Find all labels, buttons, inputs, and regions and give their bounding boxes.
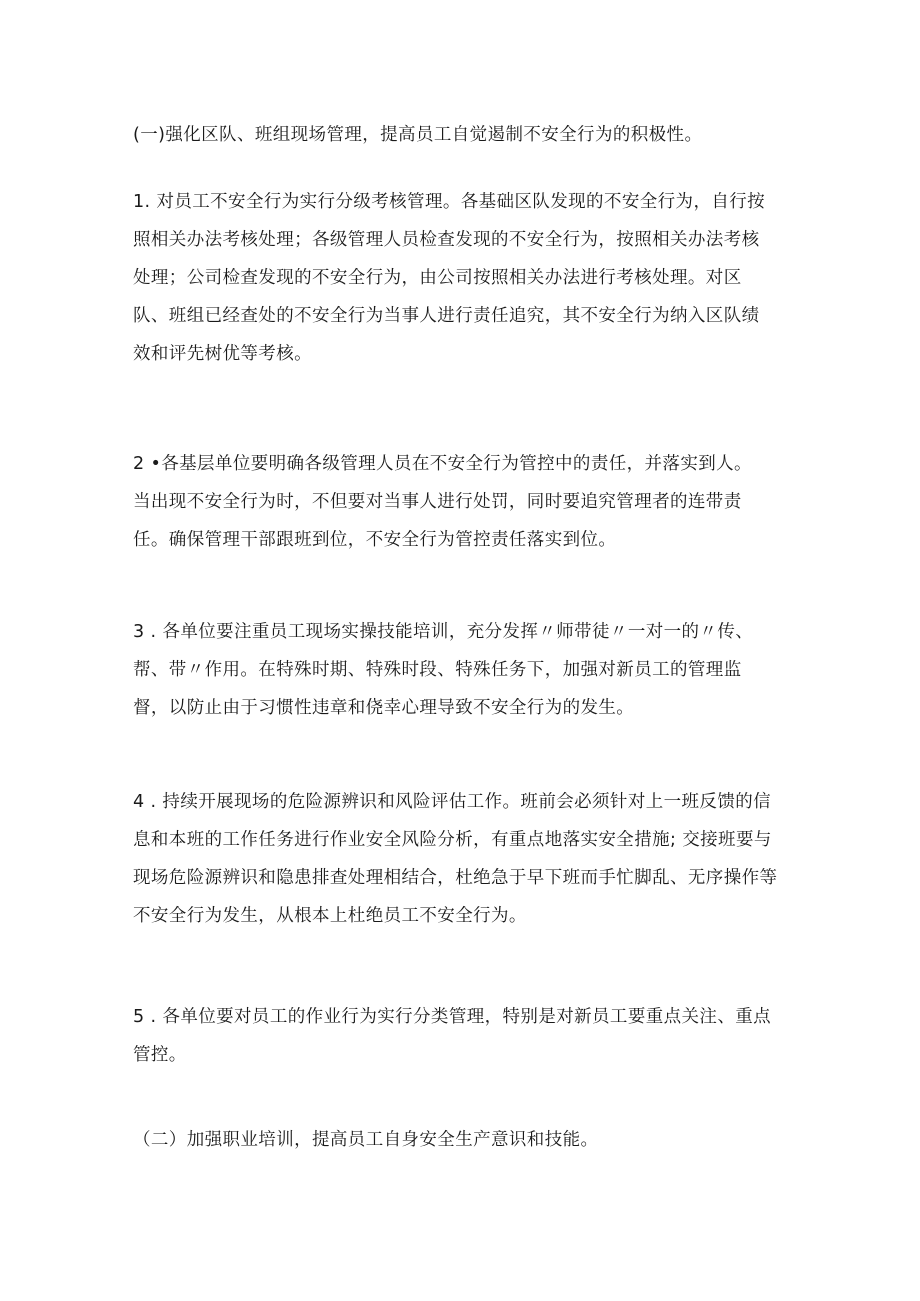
text-line: 照相关办法考核处理；各级管理人员检查发现的不安全行为，按照相关办法考核: [133, 230, 760, 250]
text-line: 1. 对员工不安全行为实行分级考核管理。各基础区队发现的不安全行为，自行按: [133, 192, 766, 212]
paragraph-item-2: [133, 445, 793, 559]
text-line: (一)强化区队、班组现场管理，提高员工自觉遏制不安全行为的积极性。: [133, 125, 703, 145]
text-line: 管控。: [133, 1045, 187, 1065]
text-line: 2 •各基层单位要明确各级管理人员在不安全行为管控中的责任，并落实到人。: [133, 454, 752, 474]
paragraph-item-5: [133, 998, 793, 1074]
paragraph-item-4: [133, 783, 793, 935]
text-line: 息和本班的工作任务进行作业安全风险分析，有重点地落实安全措施; 交接班要与: [133, 830, 772, 850]
text-line: 3 . 各单位要注重员工现场实操技能培训，充分发挥〃师带徒〃一对一的〃传、: [133, 622, 754, 642]
text-line: 不安全行为发生，从根本上杜绝员工不安全行为。: [133, 906, 527, 926]
text-line: 处理；公司检查发现的不安全行为，由公司按照相关办法进行考核处理。对区: [133, 268, 742, 288]
section-heading-2: [133, 1121, 793, 1159]
text-line: 帮、带〃作用。在特殊时期、特殊时段、特殊任务下，加强对新员工的管理监: [133, 660, 742, 680]
text-line: 现场危险源辨识和隐患排查处理相结合，杜绝急于早下班而手忙脚乱、无序操作等: [133, 868, 778, 888]
text-line: （二）加强职业培训，提高员工自身安全生产意识和技能。: [133, 1130, 599, 1150]
section-heading-1: [133, 116, 793, 154]
text-line: 效和评先树优等考核。: [133, 344, 312, 364]
text-line: 当出现不安全行为时，不但要对当事人进行处罚，同时要追究管理者的连带责: [133, 492, 742, 512]
text-line: 4 . 持续开展现场的危险源辨识和风险评估工作。班前会必须针对上一班反馈的信: [133, 792, 772, 812]
text-line: 任。确保管理干部跟班到位，不安全行为管控责任落实到位。: [133, 530, 617, 550]
paragraph-item-3: [133, 613, 793, 727]
text-line: 队、班组已经查处的不安全行为当事人进行责任追究，其不安全行为纳入区队绩: [133, 306, 760, 326]
paragraph-item-1: [133, 183, 793, 373]
text-line: 5 . 各单位要对员工的作业行为实行分类管理，特别是对新员工要重点关注、重点: [133, 1007, 772, 1027]
text-line: 督，以防止由于习惯性违章和侥幸心理导致不安全行为的发生。: [133, 698, 635, 718]
